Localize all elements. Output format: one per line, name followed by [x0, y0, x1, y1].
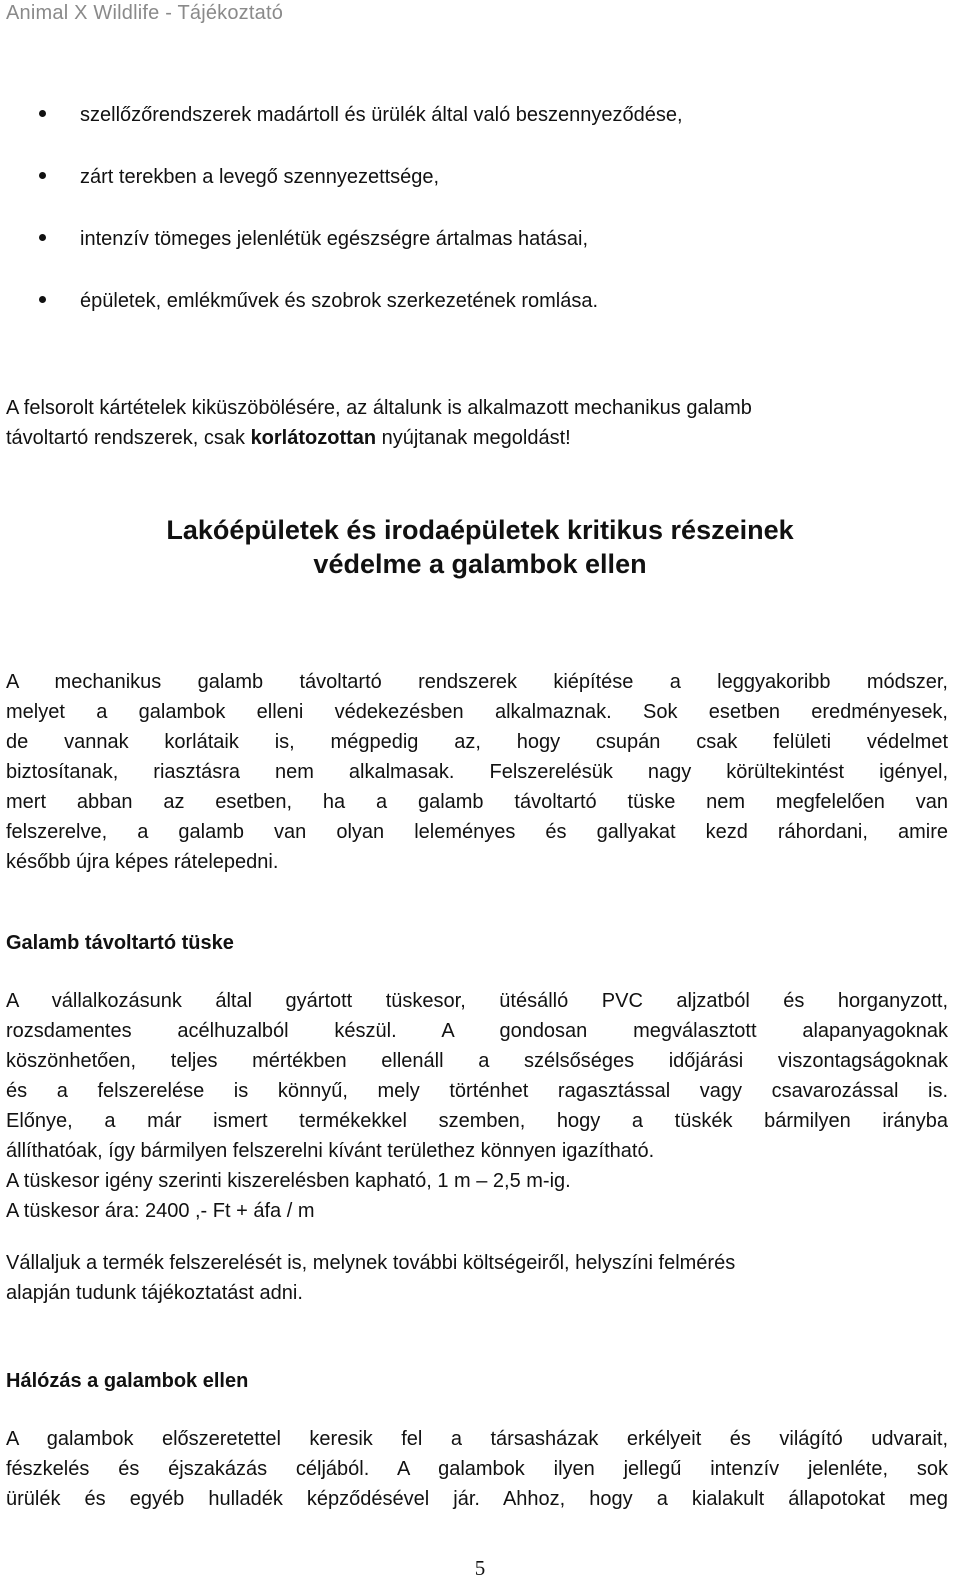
list-item-text: szellőzőrendszerek madártoll és ürülék által való beszennyeződése, — [80, 104, 683, 126]
list-item — [0, 221, 683, 283]
paragraph-line: mert abban az esetben, ha a galamb távoltartó tüske nem megfelelően van — [6, 791, 948, 813]
subheading-spike: Galamb távoltartó tüske — [6, 932, 234, 954]
paragraph-line: köszönhetően, teljes mértékben ellenáll a szélsőséges időjárási viszontagságoknak — [6, 1050, 948, 1072]
paragraph-line: de vannak korlátaik is, mégpedig az, hogy csupán csak felületi védelmet — [6, 731, 948, 753]
paragraph-line: A vállalkozásunk által gyártott tüskesor, ütésálló PVC aljzatból és horganyzott, — [6, 990, 948, 1012]
paragraph-line: A galambok előszeretettel keresik fel a társasházak erkélyeit és világító udvarait, — [6, 1428, 948, 1450]
paragraph-line: később újra képes rátelepedni. — [6, 851, 279, 873]
paragraph-line: alapján tudunk tájékoztatást adni. — [6, 1282, 303, 1304]
paragraph-line: A tüskesor igény szerinti kiszerelésben kapható, 1 m – 2,5 m-ig. — [6, 1170, 571, 1192]
page-number: 5 — [474, 1556, 486, 1580]
intro-text: távoltartó rendszerek, csak — [6, 427, 251, 449]
paragraph-line: Előnye, a már ismert termékekkel szemben, hogy a tüskék bármilyen irányba — [6, 1110, 948, 1132]
section-title — [0, 513, 960, 581]
paragraph-line: A mechanikus galamb távoltartó rendszerek kiépítése a leggyakoribb módszer, — [6, 671, 948, 693]
section-title-line: Lakóépületek és irodaépületek kritikus részeinek — [166, 515, 794, 545]
spike-paragraph — [6, 986, 948, 1226]
paragraph-line: Vállaljuk a termék felszerelését is, melynek további költségeiről, helyszíni felmérés — [6, 1252, 736, 1274]
list-item — [0, 97, 683, 159]
list-item — [0, 283, 683, 345]
intro-text: nyújtanak megoldást! — [376, 427, 571, 449]
intro-line — [6, 423, 948, 453]
paragraph-line: melyet a galambok elleni védekezésben alkalmaznak. Sok esetben eredményesek, — [6, 701, 948, 723]
bullet-icon — [39, 110, 46, 117]
list-item-text: épületek, emlékművek és szobrok szerkezetének romlása. — [80, 290, 599, 312]
list-item — [0, 159, 683, 221]
paragraph-line: rozsdamentes acélhuzalból készül. A gondosan megválasztott alapanyagoknak — [6, 1020, 948, 1042]
price-line: A tüskesor ára: 2400 ,- Ft + áfa / m — [6, 1200, 315, 1222]
paragraph-line: ürülék és egyéb hulladék képződésével jár. Ahhoz, hogy a kialakult állapotokat meg — [6, 1488, 948, 1510]
netting-paragraph — [6, 1424, 948, 1514]
intro-paragraph — [6, 393, 948, 453]
paragraph-line: és a felszerelése is könnyű, mely történhet ragasztással vagy csavarozással is. — [6, 1080, 948, 1102]
intro-emphasis: korlátozottan — [250, 427, 377, 449]
list-item-text: zárt terekben a levegő szennyezettsége, — [80, 166, 440, 188]
document-header: Animal X Wildlife - Tájékoztató — [6, 2, 284, 24]
list-item-text: intenzív tömeges jelenlétük egészségre ártalmas hatásai, — [80, 228, 589, 250]
paragraph-line: fészkelés és éjszakázás céljából. A galambok ilyen jellegű intenzív jelenléte, sok — [6, 1458, 948, 1480]
bullet-icon — [39, 172, 46, 179]
section-title-line: védelme a galambok ellen — [313, 549, 647, 579]
subheading-netting: Hálózás a galambok ellen — [6, 1370, 249, 1392]
damage-bullet-list — [0, 97, 683, 345]
intro-line: A felsorolt kártételek kiküszöbölésére, az általunk is alkalmazott mechanikus galamb — [6, 397, 752, 419]
mechanical-systems-paragraph — [6, 667, 948, 877]
installation-paragraph — [6, 1248, 948, 1308]
bullet-icon — [39, 234, 46, 241]
paragraph-line: állíthatóak, így bármilyen felszerelni kívánt területhez könnyen igazítható. — [6, 1140, 655, 1162]
bullet-icon — [39, 296, 46, 303]
paragraph-line: biztosítanak, riasztásra nem alkalmasak. Felszerelésük nagy körültekintést igényel, — [6, 761, 948, 783]
paragraph-line: felszerelve, a galamb van olyan leleményes és gallyakat kezd ráhordani, amire — [6, 821, 948, 843]
